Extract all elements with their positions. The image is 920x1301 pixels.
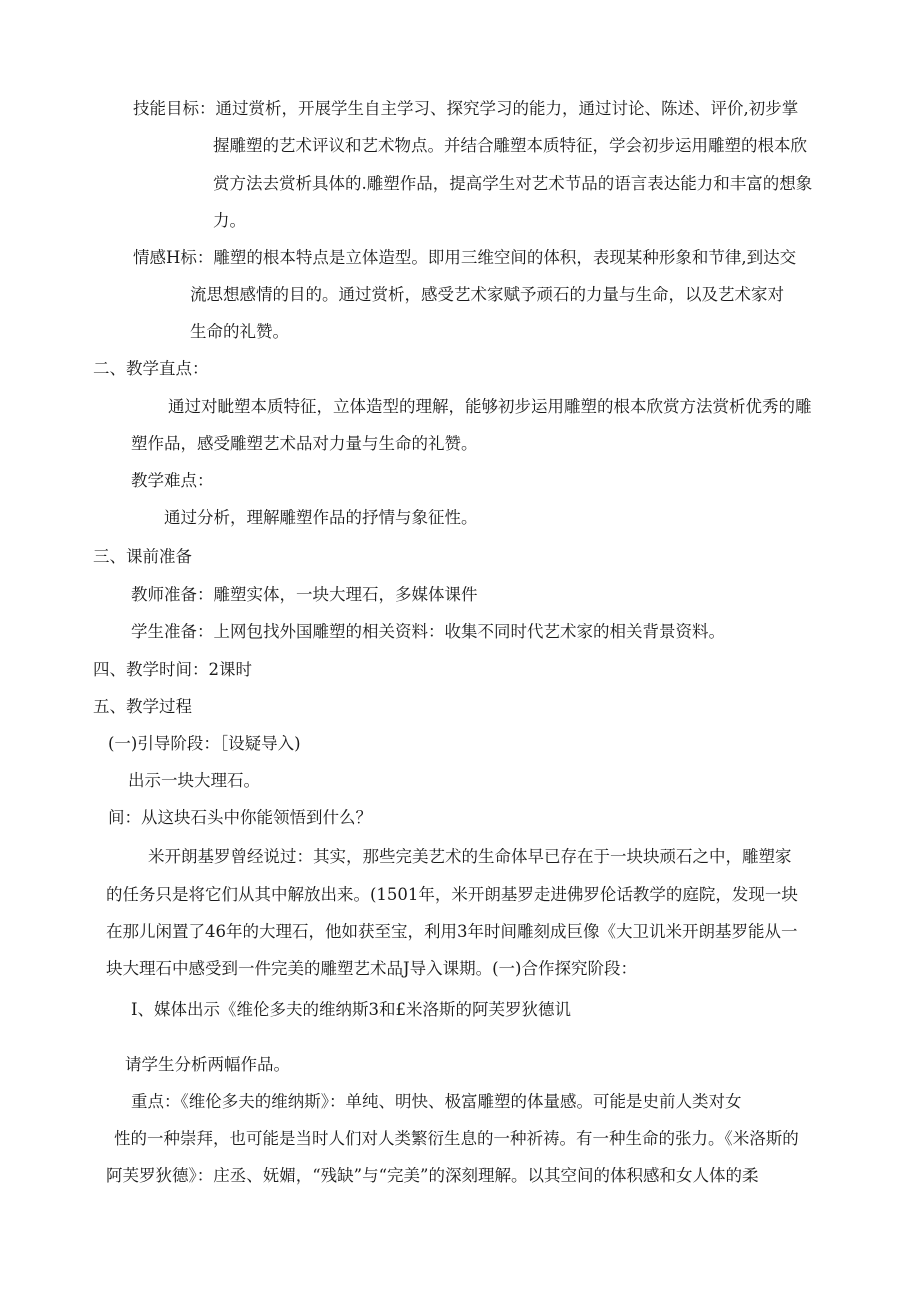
- difficulty-line: 通过分析，理解雕塑作品的抒情与象征性。: [164, 508, 478, 527]
- section-heading-time: 四、教学时间：2课时: [93, 660, 252, 679]
- michelangelo-para-line-3: 在那儿闲置了46年的大理石，他如获至宝，利用3年时间雕刻成巨像《大卫讥米开朗基罗能从一: [106, 922, 798, 941]
- focus-para-line-3: 阿芙罗狄德》：庄丞、妩媚，“残缺”与“完美”的深刻理解。以其空间的体积感和女人体的柔: [106, 1166, 759, 1185]
- michelangelo-para-line-1: 米开朗基罗曾经说过：其实，那些完美艺术的生命体早已存在于一块块顽石之中，雕塑家: [148, 847, 792, 866]
- section-heading-key-points: 二、教学直点：: [93, 359, 209, 378]
- emotion-goal-line-2: 流思想感情的目的。通过赏析，感受艺术家赋予顽石的力量与生命，以及艺术家对: [190, 285, 784, 304]
- stage-one-heading: (一)引导阶段：［设疑导入): [108, 734, 301, 753]
- key-points-line-2: 塑作品，感受雕塑艺术品对力量与生命的礼赞。: [131, 434, 478, 453]
- teacher-preparation: 教师准备：雕塑实体，一块大理石，多媒体课件: [131, 585, 478, 604]
- section-heading-process: 五、教学过程: [93, 697, 192, 716]
- section-heading-preparation: 三、课前准备: [93, 547, 192, 566]
- michelangelo-para-line-2: 的任务只是将它们从其中解放出来。(1501年，米开朗基罗走进佛罗伦话教学的庭院，发现一块: [106, 885, 798, 904]
- show-marble-line: 出示一块大理石。: [128, 771, 260, 790]
- emotion-goal-line-1: 情感H标：雕塑的根本特点是立体造型。即用三维空间的体积，表现某种形象和节律,到达交: [133, 248, 797, 267]
- michelangelo-para-line-4: 块大理石中感受到一件完美的雕塑艺术品J导入课期。(一)合作探究阶段：: [106, 959, 637, 978]
- emotion-goal-line-3: 生命的礼赞。: [190, 322, 289, 341]
- media-display-line: I、媒体出示《维伦多夫的维纳斯3和£米洛斯的阿芙罗狄德讥: [131, 1000, 572, 1019]
- key-points-line-1: 通过对眦塑本质特征，立体造型的理解，能够初步运用雕塑的根本欣赏方法赏析优秀的雕: [168, 397, 812, 416]
- student-preparation: 学生准备：上网包找外国雕塑的相关资料：收集不同时代艺术家的相关背景资料。: [131, 622, 725, 641]
- difficulty-heading: 教学难点：: [131, 471, 214, 490]
- focus-para-line-1: 重点：《维伦多夫的维纳斯》：单纯、明快、极富雕塑的体量感。可能是史前人类对女: [131, 1092, 742, 1111]
- skill-goal-line-3: 赏方法去赏析具体的.雕塑作品，提高学生对艺术节品的语言表达能力和丰富的想象: [213, 174, 813, 193]
- focus-para-line-2: 性的一种崇拜，也可能是当时人们对人类繁衍生息的一种祈祷。有一种生命的张力。《米洛斯的: [114, 1129, 799, 1148]
- analyze-works-line: 请学生分析两幅作品。: [125, 1055, 290, 1074]
- skill-goal-line-4: 力。: [213, 211, 246, 230]
- skill-goal-line-2: 握雕塑的艺术评议和艺术物点。并结合雕塑本质特征，学会初步运用雕塑的根本欣: [213, 136, 807, 155]
- question-line: 间：从这块石头中你能领悟到什么？: [108, 808, 372, 827]
- skill-goal-line-1: 技能目标：通过赏析，开展学生自主学习、探究学习的能力，通过讨论、陈述、评价,初步掌: [133, 99, 799, 118]
